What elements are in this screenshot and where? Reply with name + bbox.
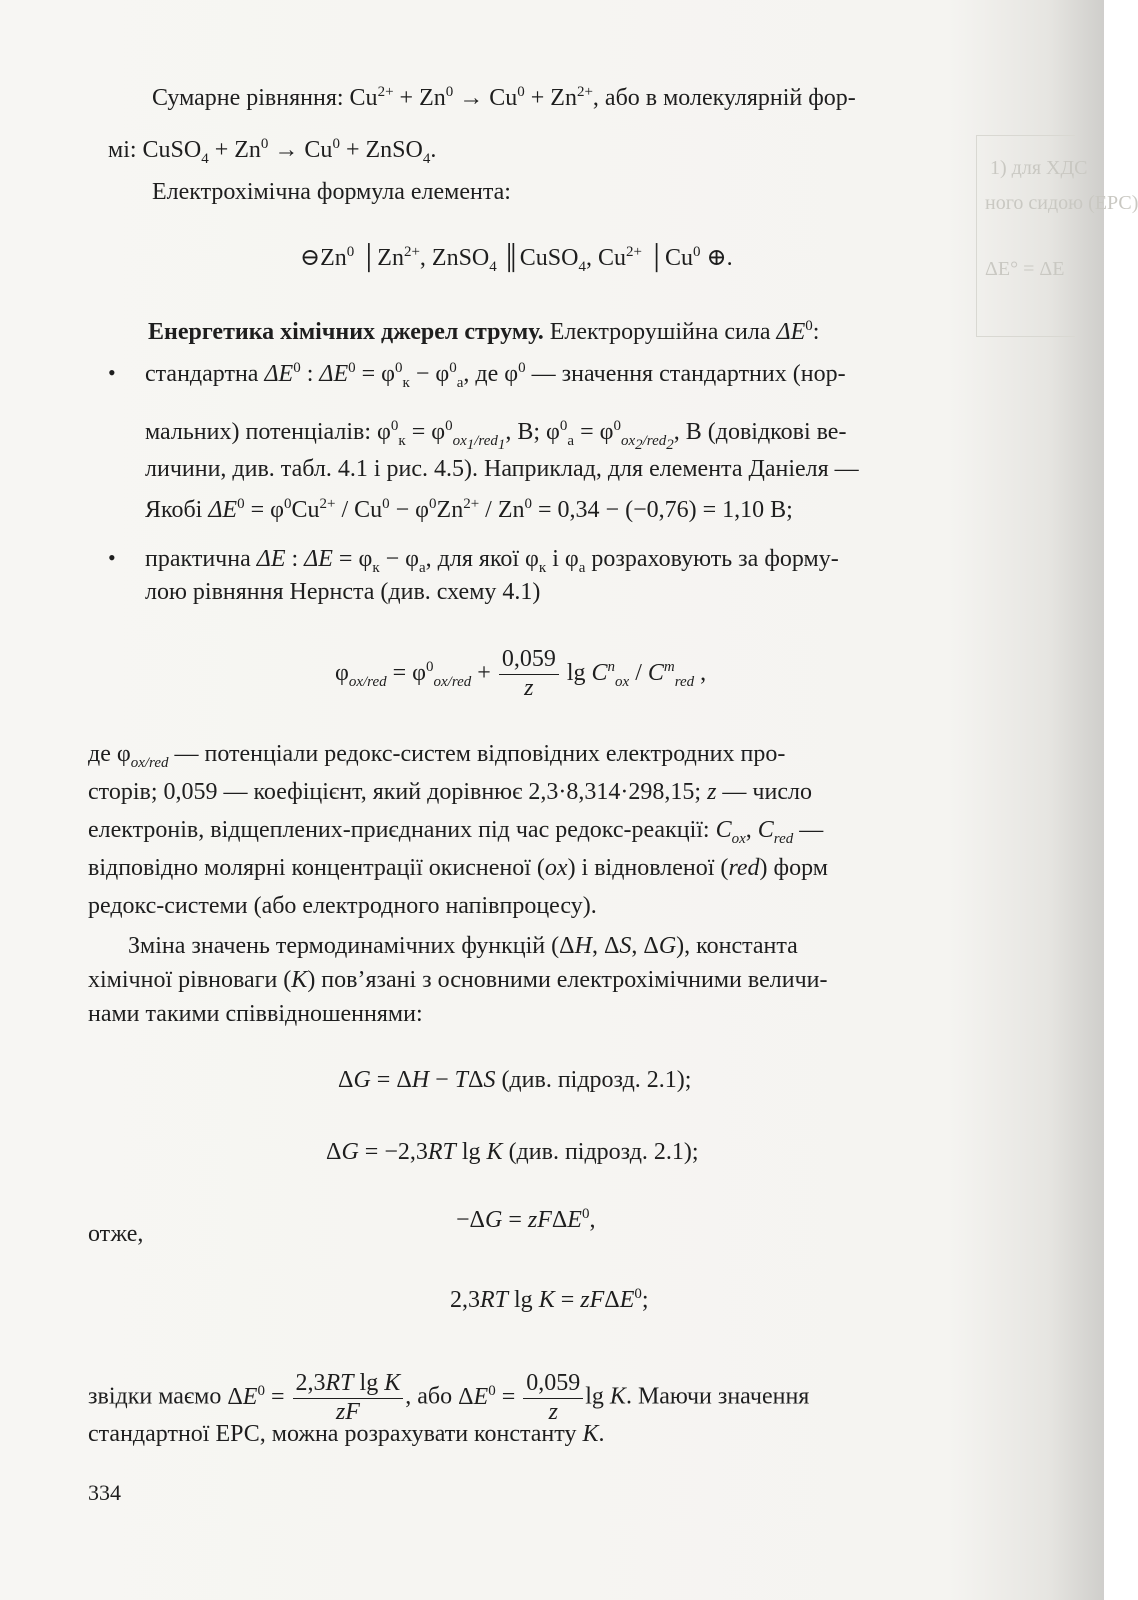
summary-equation-line: Сумарне рівняння: $Cu^{2+} + Zn^0 \to Cu^0 + Zn^{2+}$, або в молекулярній фор- xyxy=(152,84,856,111)
potentials-line: мальних) потенціалів: $\varphi^0_к = \varphi^0_{ox_1/red_1}$, В; $\varphi^0_а = \varphi^0_{ox_2/red_2}$, В (довідкові ве- xyxy=(145,418,847,453)
lgk-equation: 2,3RT lg K = zFΔE$^0$; xyxy=(450,1286,649,1313)
hence-line: звідки маємо $\Delta E^0$ = $\frac{\text{2,3RT lg K}}{zF}$ , або $\Delta E^0$ = $\frac{0,059}{z}$ lg K. Маючи значення xyxy=(88,1370,810,1425)
bullet-icon: • xyxy=(108,545,116,570)
practical-emf-line: практична ΔE : $\Delta E = \varphi_к - \varphi_а$, для якої $\varphi_к$ і $\varphi_а$ розраховують за форму- xyxy=(145,546,839,576)
section-heading-line: Енергетика хімічних джерел струму. Електрорушійна сила $\Delta E^0$: xyxy=(148,318,820,345)
nernst-equation: $\varphi_{ox/red} = \varphi^0_{ox/red}$ + $\frac{0,059}{z}$ $\lg C^n_{ox} / C^m_{red}$ , xyxy=(335,646,707,701)
relations-line: нами такими співвідношеннями: xyxy=(88,1001,423,1027)
therefore-word: отже, xyxy=(88,1221,144,1247)
electrons-line: електронів, відщеплених-приєднаних під час редокс-реакції: $C_{ox}$, $C_{red}$ — xyxy=(88,817,824,847)
standard-emf-line: стандартна $\Delta E^0$ : $\Delta E^0 = \varphi^0_к - \varphi^0_а$, де $\varphi^0$ — значення стандартних (нор- xyxy=(145,360,846,391)
gibbs-k-equation: ΔG = −2,3RT lg K (див. підрозд. 2.1); xyxy=(326,1139,699,1165)
bleed-through-text: 1) для ХДС xyxy=(990,157,1088,179)
coefficient-line: сторів; 0,059 — коефіцієнт, який дорівнює 2,3·8,314·298,15; z — число xyxy=(88,779,812,805)
molecular-equation-line: мі: CuSO$_4$ + $Zn^0 \to Cu^0$ + ZnSO$_4$. xyxy=(108,136,437,167)
gibbs-equation: ΔG = ΔH − TΔS (див. підрозд. 2.1); xyxy=(338,1067,692,1093)
cell-notation: ⊖Zn$^0$ $│Zn^{2+}$, ZnSO$_4$ ║CuSO$_4$, $Cu^{2+}$ │Cu$^0$ ⊕. xyxy=(300,244,733,275)
molar-line: відповідно молярні концентрації окисненої (ox) і відновленої (red) форм xyxy=(88,855,828,881)
bullet-icon: • xyxy=(108,360,116,385)
bleed-through-text: ΔE° = ΔE xyxy=(985,258,1065,280)
formula-label: Електрохімічна формула елемента: xyxy=(152,179,511,205)
where-line: де $\varphi_{ox/red}$ — потенціали редокс-систем відповідних електродних про- xyxy=(88,741,786,771)
nernst-ref-line: лою рівняння Нернста (див. схему 4.1) xyxy=(145,579,541,605)
equilibrium-line: хімічної рівноваги (K) пов’язані з основними електрохімічними величи- xyxy=(88,967,828,993)
section-heading: Енергетика хімічних джерел струму. xyxy=(148,319,544,345)
last-line: стандартної ЕРС, можна розрахувати константу K. xyxy=(88,1421,605,1447)
gibbs-emf-equation: −ΔG = zFΔE$^0$, xyxy=(456,1206,596,1233)
reference-line: личини, див. табл. 4.1 і рис. 4.5). Наприклад, для елемента Даніеля — xyxy=(145,456,859,482)
bleed-through-text: ного сидою (ЕРС) xyxy=(985,192,1138,214)
page-number: 334 xyxy=(88,1480,121,1505)
thermo-line: Зміна значень термодинамічних функцій (ΔH, ΔS, ΔG), константа xyxy=(128,933,798,959)
redox-line: редокс-системи (або електродного напівпроцесу). xyxy=(88,893,597,919)
daniell-line: Якобі $\Delta E^0 = \varphi^0Cu^{2+} / Cu^0 - \varphi^0Zn^{2+} / Zn^0 = 0,34 - (-0,76) = 1,10$ В; xyxy=(145,496,793,523)
